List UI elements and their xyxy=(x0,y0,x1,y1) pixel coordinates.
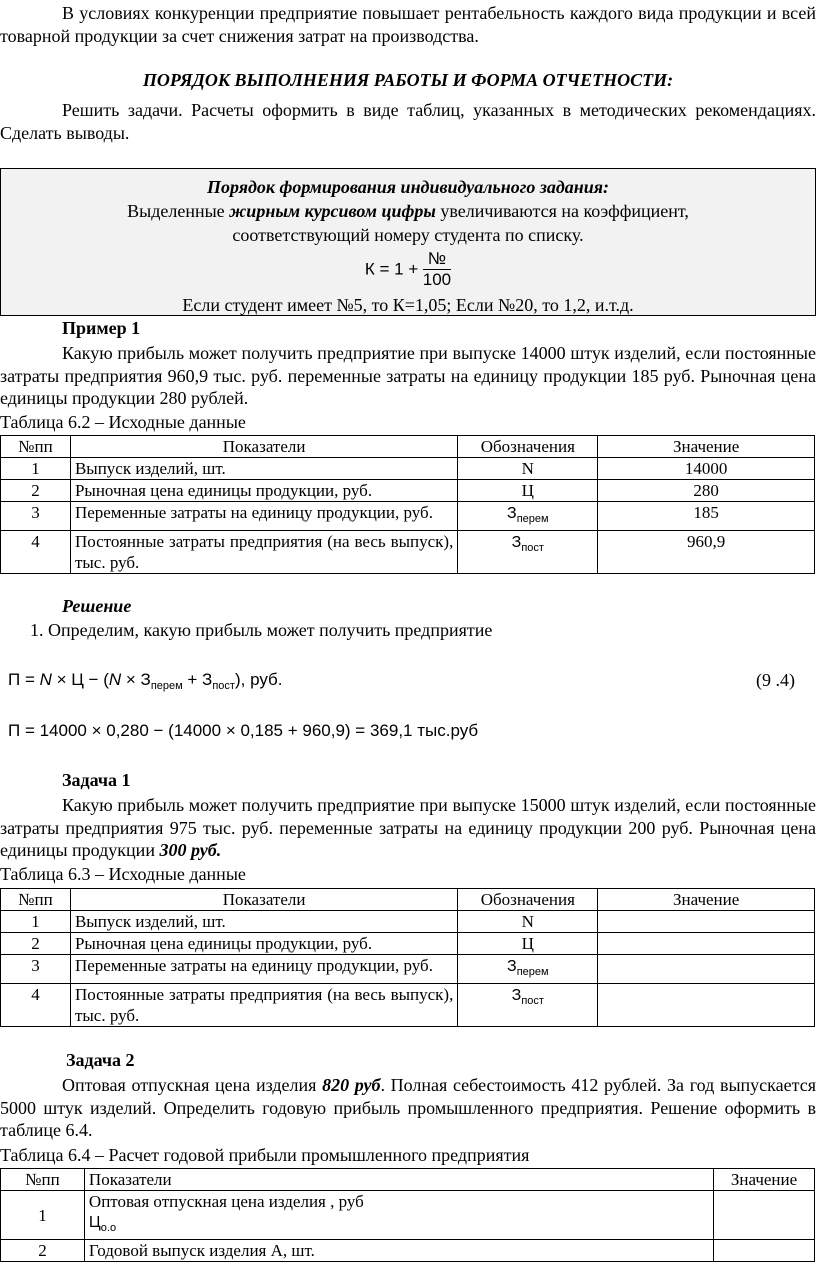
formula-number: (9 .4) xyxy=(756,670,795,690)
task2-title: Задача 2 xyxy=(66,1050,135,1070)
example-text: Какую прибыль может получить предприятие при выпуске 14000 штук изделий, если постоянные затраты предприятия 960,9 тыс. руб. переменные затраты на единицу продукции 185 руб. Рыночная цена единицы продукции 280 рублей. xyxy=(0,343,816,408)
col-header-indicator: Показатели xyxy=(84,1169,713,1191)
table-6-3 xyxy=(0,888,815,1027)
task2-text: Оптовая отпускная цена изделия 820 руб. Полная себестоимость 412 рублей. За год выпускается 5000 штук изделий. Определить годовую прибыль промышленного предприятия. Решение оформить в таблице 6.4. xyxy=(0,1075,816,1140)
empty-value-cell[interactable] xyxy=(598,933,815,955)
symbol-z-post: $З_{пост}$ xyxy=(511,534,544,554)
table-row: 2 Рыночная цена единицы продукции, руб. Ц xyxy=(1,933,815,955)
solution-step-1: 1. Определим, какую прибыль может получить предприятие xyxy=(30,620,493,640)
example-title: Пример 1 xyxy=(62,318,141,338)
table-row: 4 Постоянные затраты предприятия (на весь выпуск), тыс. руб. $З_{пост}$ 960,9 xyxy=(1,531,815,574)
col-header-value: Значение xyxy=(598,436,815,458)
table-6-4 xyxy=(0,1168,815,1262)
col-header-indicator: Показатели xyxy=(70,889,457,911)
box-title: Порядок формирования индивидуального задания: xyxy=(206,177,610,197)
col-header-num: №пп xyxy=(1,1169,85,1191)
individual-task-box xyxy=(0,168,816,316)
col-header-symbol: Обозначения xyxy=(458,889,598,911)
table-6-4-caption: Таблица 6.4 – Расчет годовой прибыли промышленного предприятия xyxy=(0,1145,530,1165)
coefficient-formula: К = 1 + $\frac{№}{100}$ xyxy=(364,249,452,289)
col-header-value: Значение xyxy=(598,889,815,911)
box-line1: Выделенные жирным курсивом цифры увеличиваются на коэффициент, xyxy=(127,201,689,221)
task1-text: Какую прибыль может получить предприятие при выпуске 15000 штук изделий, если постоянные затраты предприятия 975 тыс. руб. переменные затраты на единицу продукции 200 руб. Рыночная цена единицы продукции 300 руб. xyxy=(0,795,816,860)
table-row: 1 Выпуск изделий, шт. N 14000 xyxy=(1,458,815,480)
col-header-indicator: Показатели xyxy=(70,436,457,458)
col-header-value: Значение xyxy=(714,1169,815,1191)
col-header-num: №пп xyxy=(1,436,71,458)
empty-value-cell[interactable] xyxy=(714,1191,815,1240)
table-row: 1 Выпуск изделий, шт. N xyxy=(1,911,815,933)
task-instruction: Решить задачи. Расчеты оформить в виде таблиц, указанных в методических рекомендациях. Сделать выводы. xyxy=(0,100,816,143)
box-note: Если студент имеет №5, то К=1,05; Если №20, то 1,2, и.т.д. xyxy=(182,295,634,315)
table-row: 2 Рыночная цена единицы продукции, руб. Ц 280 xyxy=(1,480,815,502)
col-header-symbol: Обозначения xyxy=(458,436,598,458)
empty-value-cell[interactable] xyxy=(598,955,815,984)
table-6-2 xyxy=(0,435,815,574)
box-line2: соответствующий номеру студента по списку. xyxy=(232,225,584,245)
table-row: 4 Постоянные затраты предприятия (на весь выпуск), тыс. руб. $З_{пост}$ xyxy=(1,984,815,1027)
empty-value-cell[interactable] xyxy=(714,1240,815,1262)
table-6-2-caption: Таблица 6.2 – Исходные данные xyxy=(0,412,246,432)
table-row: 3 Переменные затраты на единицу продукции, руб. $З_{перем}$ xyxy=(1,955,815,984)
table-row: 3 Переменные затраты на единицу продукции, руб. $З_{перем}$ 185 xyxy=(1,502,815,531)
table-6-3-caption: Таблица 6.3 – Исходные данные xyxy=(0,864,246,884)
profit-calculation: П = 14000 × 0,280 − (14000 × 0,185 + 960,9) = 369,1 тыс.руб xyxy=(8,721,479,740)
task1-title: Задача 1 xyxy=(62,770,131,790)
table-header-row xyxy=(1,1169,815,1191)
symbol-z-post: $З_{пост}$ xyxy=(511,987,544,1007)
symbol-ts-oo: $Ц_{о.о}$ xyxy=(88,1214,117,1234)
solution-title: Решение xyxy=(62,596,132,616)
section-title: ПОРЯДОК ВЫПОЛНЕНИЯ РАБОТЫ И ФОРМА ОТЧЕТНОСТИ: xyxy=(142,70,674,90)
table-header-row xyxy=(1,889,815,911)
table-header-row xyxy=(1,436,815,458)
intro-paragraph: В условиях конкуренции предприятие повышает рентабельность каждого вида продукции и всей товарной продукции за счет снижения затрат на производства. xyxy=(0,3,816,46)
profit-formula: $П = N \times Ц - (N \times З_{перем} + З_{пост})$, руб. xyxy=(8,670,283,692)
symbol-z-perem: $З_{перем}$ xyxy=(507,958,549,978)
symbol-z-perem: $З_{перем}$ xyxy=(507,505,549,525)
empty-value-cell[interactable] xyxy=(598,984,815,1027)
table-row: 1 Оптовая отпускная цена изделия , руб $Ц_{о.о}$ xyxy=(1,1191,815,1240)
table-row: 2 Годовой выпуск изделия А, шт. xyxy=(1,1240,815,1262)
col-header-num: №пп xyxy=(1,889,71,911)
empty-value-cell[interactable] xyxy=(598,911,815,933)
